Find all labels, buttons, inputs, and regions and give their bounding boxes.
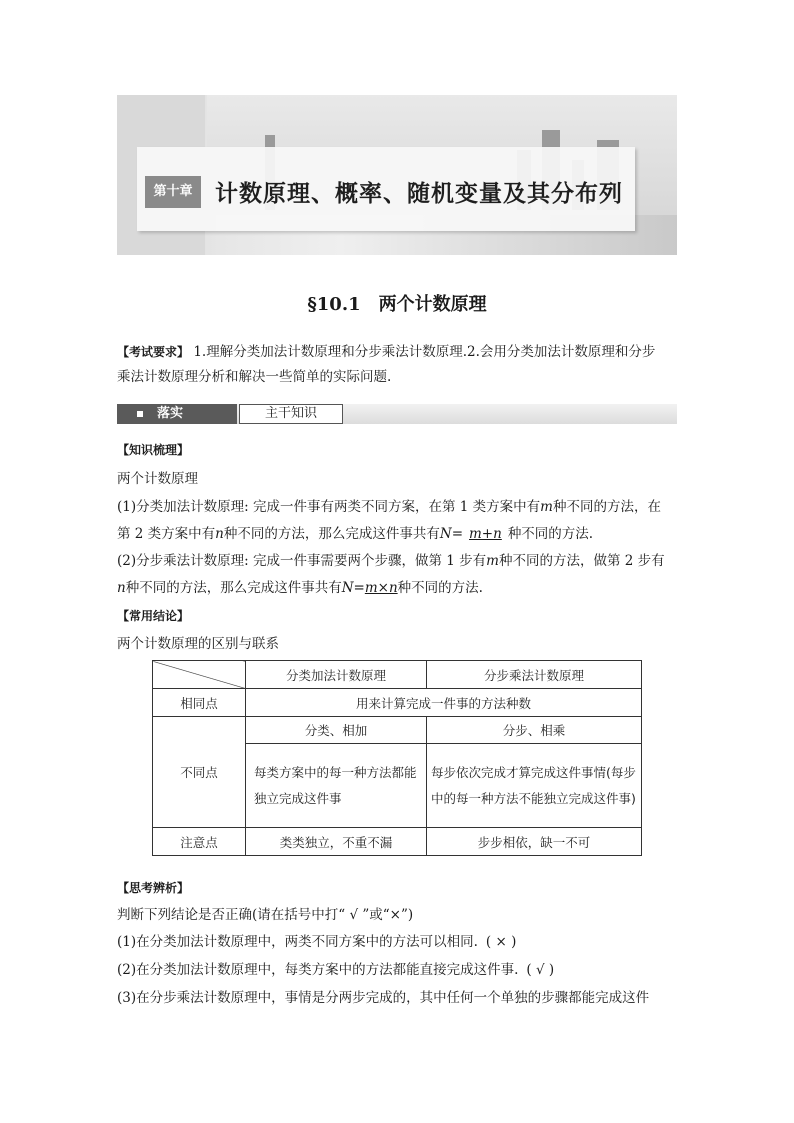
thinking-label-block [117,876,679,901]
knowledge-p1 [117,494,679,548]
section-bar-dark-label: 落实 [157,406,184,421]
table-diff-2b: 每步依次完成才算完成这件事情(每步中的每一种方法不能独立完成这件事) [427,744,642,828]
p1-answer: m+n [469,526,502,542]
thinking-intro: 判断下列结论是否正确(请在括号中打“ √ ”或“×”) [117,907,414,923]
thinking-label: 【思考辨析】 [117,881,190,895]
p1-var-N: N [439,526,452,542]
p2-answer: m×n [364,580,398,596]
section-bar-dark [117,404,237,424]
p2-text-d: 种不同的方法. [397,580,483,596]
p2-var-N: N [341,580,354,596]
p1-text-c: 第 2 类方案中有 [117,526,216,542]
q2-answer: ( √ ) [526,962,555,978]
knowledge-heading: 两个计数原理 [117,471,198,487]
p1-text-a: (1)分类加法计数原理: 完成一件事有两类不同方案，在第 1 类方案中有 [117,499,541,515]
thinking-q1 [117,930,679,955]
comparison-table [152,660,642,856]
thinking-q3: (3)在分步乘法计数原理中，事情是分两步完成的，其中任何一个单独的步骤都能完成这件 [117,990,650,1006]
chapter-title: 计数原理、概率、随机变量及其分布列 [215,181,623,207]
q1-answer: ( × ) [485,934,517,950]
table-diff-1a: 分类、相加 [246,717,427,744]
chapter-banner [117,95,677,255]
square-bullet-icon [137,411,143,417]
knowledge-label: 【知识梳理】 [117,443,190,457]
exam-req-label: 【考试要求】 [117,345,190,359]
p2-eq: = [353,580,365,596]
table-header-col2: 分步乘法计数原理 [427,661,642,689]
table-row-label-diff: 不同点 [153,717,246,828]
table-row-label-note: 注意点 [153,828,246,856]
section-bar-light-label: 主干知识 [239,404,343,424]
section-bar [117,404,677,424]
section-title: §10.1 两个计数原理 [307,294,487,315]
exam-requirements [117,340,679,390]
conclusion-heading: 两个计数原理的区别与联系 [117,636,279,652]
table-header-col1: 分类加法计数原理 [246,661,427,689]
table-row [153,717,642,744]
p2-text-a: (2)分步乘法计数原理: 完成一件事需要两个步骤，做第 1 步有 [117,553,487,569]
conclusion-label-block [117,604,679,629]
table-row [153,828,642,856]
thinking-q2 [117,958,679,983]
table-row-label-same: 相同点 [153,689,246,717]
table-diff-1b: 每类方案中的每一种方法都能独立完成这件事 [246,744,427,828]
p2-text-b: 种不同的方法，做第 2 步有 [498,553,665,569]
p1-text-d: 种不同的方法，那么完成这件事共有 [223,526,440,542]
p2-var-n: n [117,580,126,596]
table-note-1: 类类独立，不重不漏 [246,828,427,856]
q1-text: (1)在分类加法计数原理中，两类不同方案中的方法可以相同. [117,934,478,950]
knowledge-p2 [117,548,679,602]
p1-var-n: n [215,526,224,542]
p1-var-m: m [540,499,553,515]
table-note-2: 步步相依，缺一不可 [427,828,642,856]
q2-text: (2)在分类加法计数原理中，每类方案中的方法都能直接完成这件事. [117,962,519,978]
p2-text-c: 种不同的方法，那么完成这件事共有 [125,580,342,596]
table-row [153,689,642,717]
conclusion-label: 【常用结论】 [117,609,190,623]
knowledge-label-block [117,438,679,463]
p2-var-m: m [486,553,499,569]
table-diff-2a: 分步、相乘 [427,717,642,744]
p1-text-e: 种不同的方法. [507,526,594,542]
exam-req-line2: 乘法计数原理分析和解决一些简单的实际问题. [117,369,392,385]
exam-req-line1: 1.理解分类加法计数原理和分步乘法计数原理.2.会用分类加法计数原理和分步 [193,344,656,360]
p1-text-b: 种不同的方法，在 [552,499,661,515]
table-corner-cell [153,661,246,689]
table-same-value: 用来计算完成一件事的方法种数 [246,689,642,717]
table-row [153,661,642,689]
p1-eq: = [451,526,463,542]
chapter-label: 第十章 [145,176,201,208]
